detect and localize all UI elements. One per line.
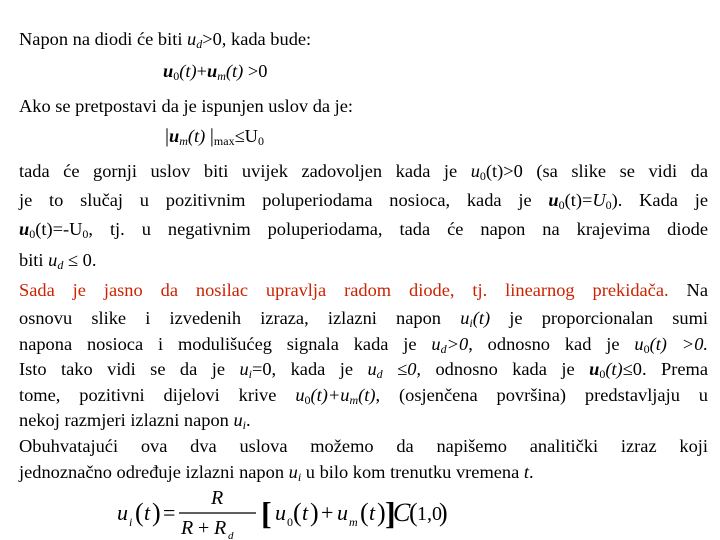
condition-line: $u_0(t)+u_m(t) >0$	[163, 61, 268, 83]
text-line-1: Napon na diodi će biti $u_d>0$, kada bude:	[19, 29, 312, 51]
svg-text:u: u	[337, 500, 348, 525]
para2-line-4: Isto tako vidi se da je $u_i=0$, kada je $u_d \le 0$, odnosno kada je $u_0(t)\le 0$. Prema	[19, 359, 708, 381]
para2-line-6: nekoj razmjeri izlazni napon $u_i$.	[19, 410, 251, 432]
para1-line-1: tada će gornji uslov biti uvijek zadovoljen kada je $u_0(t)>0$ (sa slike se vidi da	[19, 161, 708, 183]
svg-text:t: t	[369, 500, 376, 525]
svg-text:=: =	[163, 500, 176, 525]
svg-text:R: R	[214, 517, 227, 539]
output-voltage-formula	[115, 484, 448, 540]
svg-text:u: u	[275, 500, 286, 525]
svg-text:]: ]	[385, 495, 396, 531]
text-line-3: Ako se pretpostavi da je ispunjen uslov da je:	[19, 96, 354, 116]
para2-line-1: Sada je jasno da nosilac upravlja radom diode, tj. linearnog prekidača. Na	[19, 280, 708, 300]
para3-line-2: jednoznačno određuje izlazni napon $u_i$ u bilo kom trenutku vremena t.	[19, 462, 534, 484]
svg-text:t: t	[302, 500, 309, 525]
para1-line-2: je to slučaj u pozitivnim poluperiodama nosioca, kada je $u_0(t)=U_0$). Kada je	[19, 190, 709, 212]
svg-text:): )	[377, 498, 386, 527]
para3-line-1: Obuhvatajući ova dva uslova možemo da napišemo analitički izraz koji	[19, 436, 708, 456]
svg-text:t: t	[144, 500, 151, 525]
svg-text:+: +	[198, 517, 210, 539]
para1-line-3: $u_0(t)=-U_0$, tj. u negativnim poluperiodama, tada će napon na krajevima diode	[19, 219, 708, 241]
svg-text:R: R	[181, 517, 194, 539]
svg-text:(: (	[293, 498, 302, 527]
svg-text:[: [	[261, 495, 272, 531]
para2-line-2: osnovu slike i izvedenih izraza, izlazni napon $u_i(t)$ je proporcionalan sumi	[19, 308, 709, 330]
svg-text:): )	[310, 498, 319, 527]
formula-ui: u	[117, 500, 128, 525]
svg-text:C: C	[393, 498, 411, 527]
svg-text:): )	[152, 498, 161, 527]
para2-line-5: tome, pozitivni dijelovi krive $u_0(t)+u_m(t)$, (osjenčena površina) predstavljaju u	[19, 385, 708, 407]
svg-text:m: m	[349, 515, 358, 529]
svg-text:R: R	[211, 487, 224, 509]
assumption-line: $|u_m(t)$ $|_{max}\le U_0$	[165, 125, 264, 148]
svg-text:1,0: 1,0	[417, 503, 442, 525]
svg-text:(: (	[409, 498, 418, 527]
svg-text:i: i	[129, 515, 133, 529]
svg-text:+: +	[321, 500, 334, 525]
svg-text:(: (	[135, 498, 144, 527]
svg-text:): )	[439, 498, 448, 527]
svg-text:0: 0	[287, 515, 293, 529]
para1-line-4: biti $u_d \le 0$.	[19, 250, 97, 272]
svg-text:(: (	[360, 498, 369, 527]
svg-text:d: d	[228, 530, 234, 540]
para2-line-3: napona nosioca i modulišućeg signala kada je $u_d>0$, odnosno kad je $u_0(t) >0$.	[19, 334, 708, 356]
